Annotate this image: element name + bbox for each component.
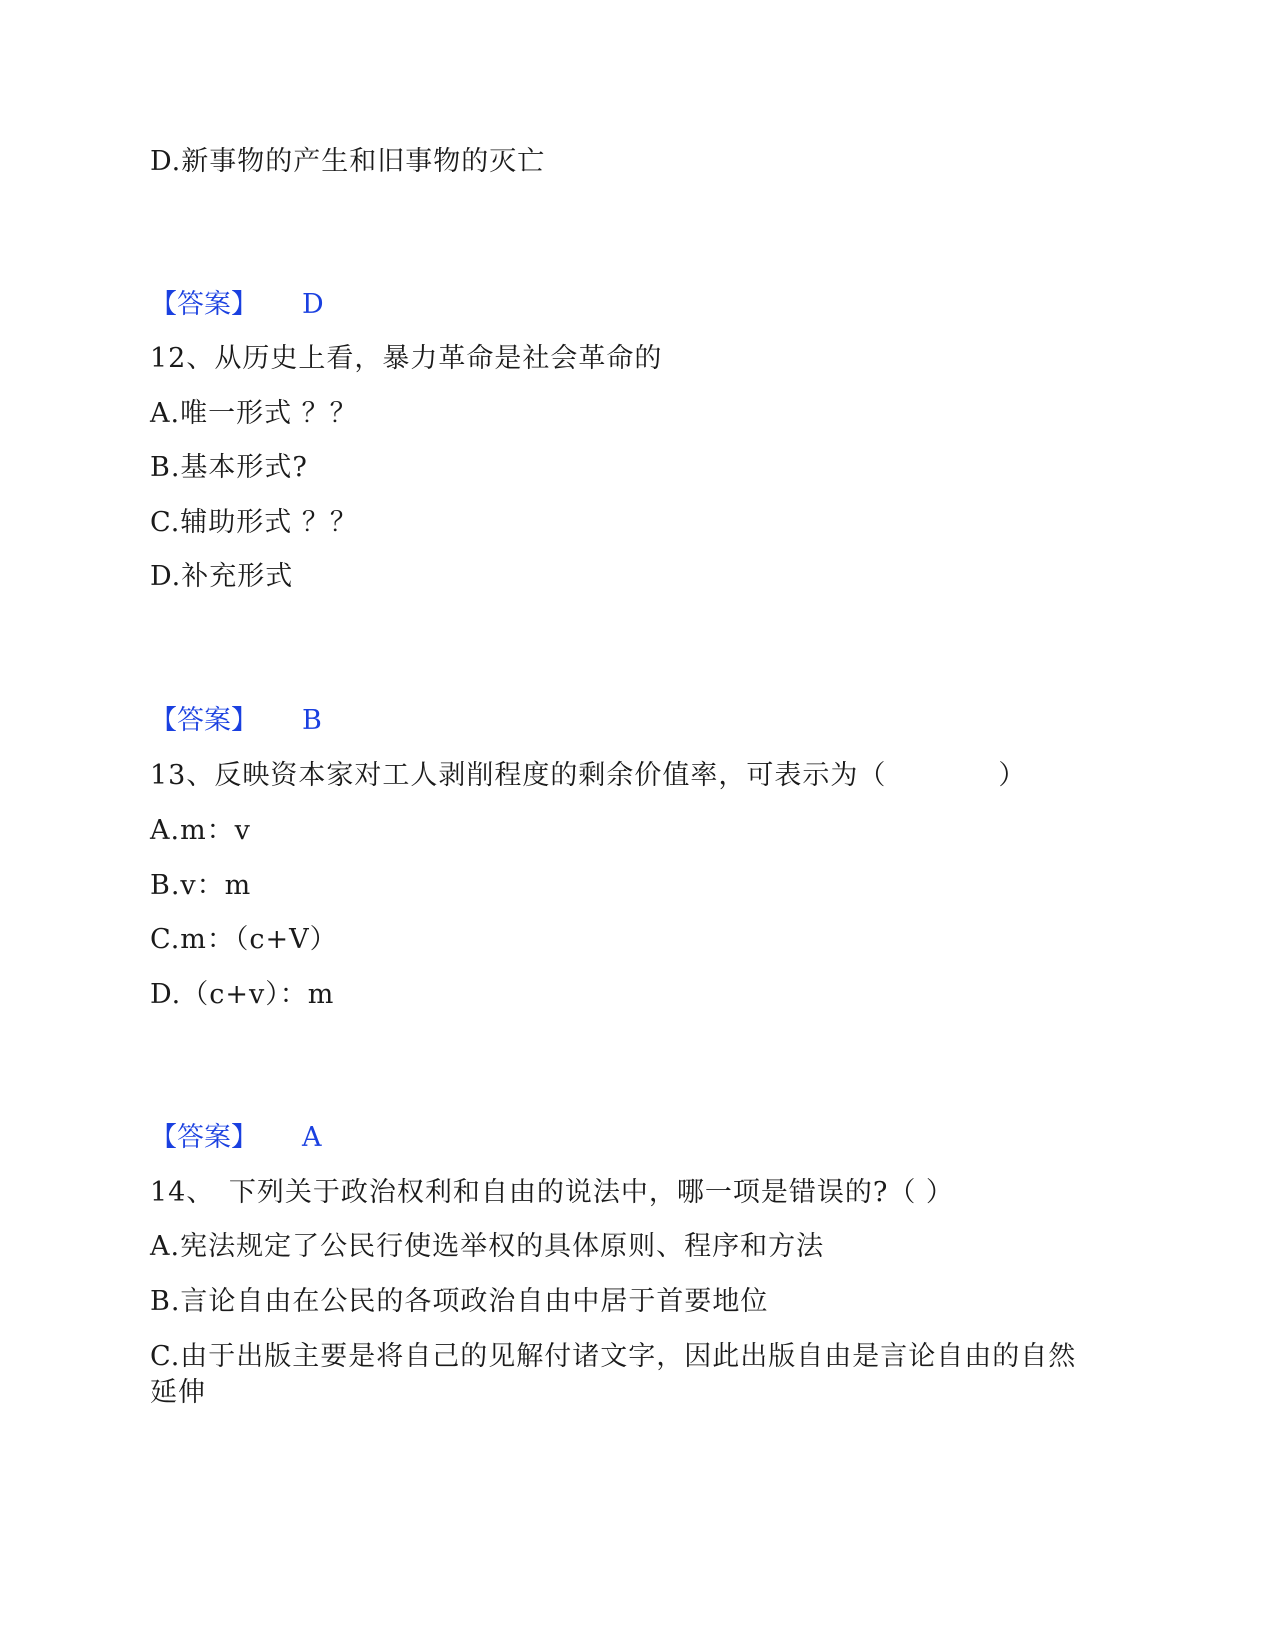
q11-answer bbox=[150, 288, 324, 322]
answer-label: 【答案】 bbox=[150, 289, 258, 320]
answer-value: B bbox=[302, 705, 322, 736]
q14-question: 14、 下列关于政治权利和自由的说法中，哪一项是错误的?（ ） bbox=[150, 1177, 954, 1208]
answer-value: A bbox=[302, 1122, 322, 1153]
q11-option-d: D.新事物的产生和旧事物的灭亡 bbox=[150, 146, 546, 177]
answer-label: 【答案】 bbox=[150, 1122, 258, 1153]
answer-label: 【答案】 bbox=[150, 705, 258, 736]
q13-option-b: B.v：m bbox=[150, 870, 252, 901]
q14-option-a: A.宪法规定了公民行使选举权的具体原则、程序和方法 bbox=[150, 1231, 825, 1262]
q13-question: 13、反映资本家对工人剥削程度的剩余价值率，可表示为（ ） bbox=[150, 760, 1027, 791]
q12-option-b: B.基本形式? bbox=[150, 452, 308, 483]
q12-option-c: C.辅助形式 ？？ bbox=[150, 507, 358, 538]
answer-value: D bbox=[302, 289, 324, 320]
q13-option-d: D.（c+v）：m bbox=[150, 979, 335, 1010]
q12-answer bbox=[150, 704, 322, 738]
q14-option-c-line2: 延伸 bbox=[150, 1377, 206, 1408]
q14-option-c-line1: C.由于出版主要是将自己的见解付诸文字，因此出版自由是言论自由的自然 bbox=[150, 1341, 1077, 1372]
q14-option-b: B.言论自由在公民的各项政治自由中居于首要地位 bbox=[150, 1286, 769, 1317]
q13-option-c: C.m：（c+V） bbox=[150, 924, 338, 955]
q12-option-a: A.唯一形式 ？？ bbox=[150, 398, 358, 429]
q13-option-a: A.m：v bbox=[150, 815, 251, 846]
q12-option-d: D.补充形式 bbox=[150, 561, 294, 592]
q12-question: 12、从历史上看，暴力革命是社会革命的 bbox=[150, 343, 663, 374]
q13-answer bbox=[150, 1121, 322, 1155]
